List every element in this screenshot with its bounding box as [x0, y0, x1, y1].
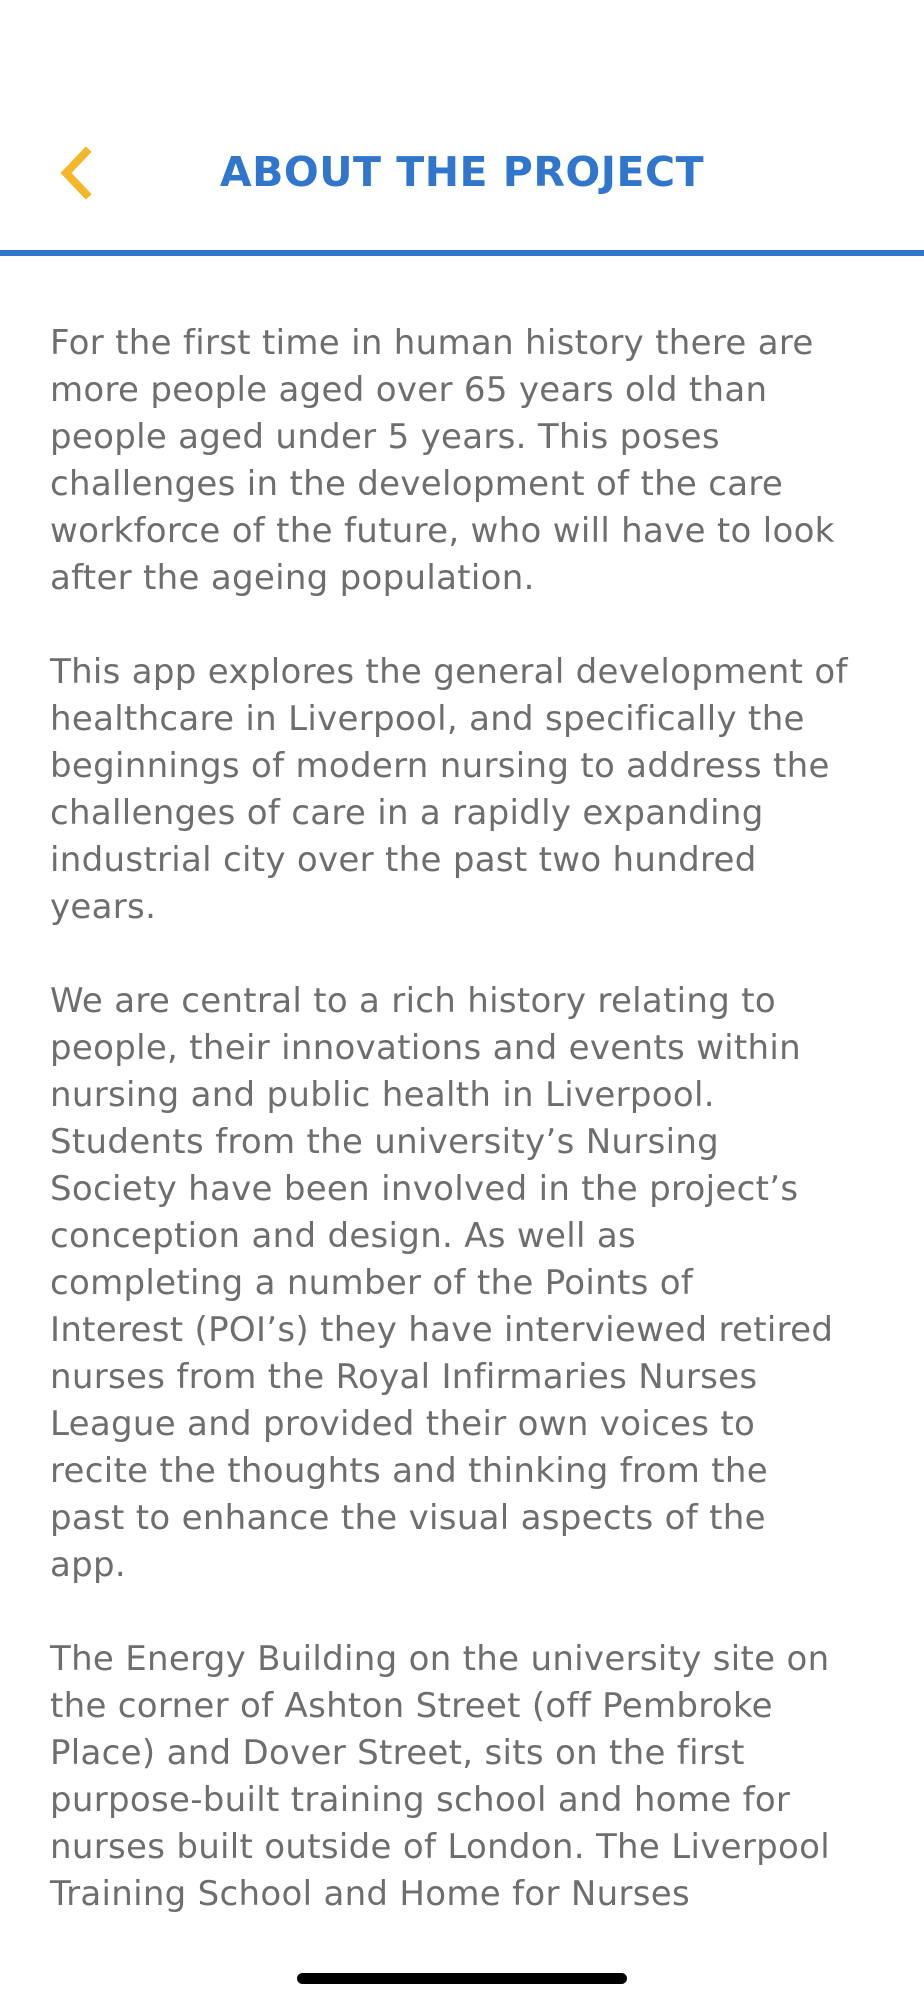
article-body: [50, 320, 890, 1920]
paragraph-energy-building: The Energy Building on the university site on the corner of Ashton Street (off Pembroke Place) and Dover Street, sits on the first purpose-built training school and home for nurses built outside of London. The Liverpool Training School and Home for Nurses: [50, 1639, 830, 1914]
paragraph-intro: For the first time in human history there are more people aged over 65 years old than people aged under 5 years. This poses challenges in the development of the care workforce of the future, who will have to look after the ageing population.: [50, 323, 835, 598]
paragraph-app-purpose: This app explores the general development of healthcare in Liverpool, and specifically the beginnings of modern nursing to address the challenges of care in a rapidly expanding industrial city over the past two hundred years.: [50, 652, 848, 927]
page-title: ABOUT THE PROJECT: [219, 148, 705, 196]
scroll-content[interactable]: [0, 256, 924, 1920]
paragraph-history: We are central to a rich history relating to people, their innovations and events within nursing and public health in Liverpool. Students from the university’s Nursing Society have been involved in the project’s conception and design. As well as completing a number of the Points of Interest (POI’s) they have interviewed retired nurses from the Royal Infirmaries Nurses League and provided their own voices to recite the thoughts and thinking from the past to enhance the visual aspects of the app.: [50, 981, 834, 1585]
header: [0, 0, 924, 256]
home-indicator[interactable]: [297, 1973, 627, 1984]
